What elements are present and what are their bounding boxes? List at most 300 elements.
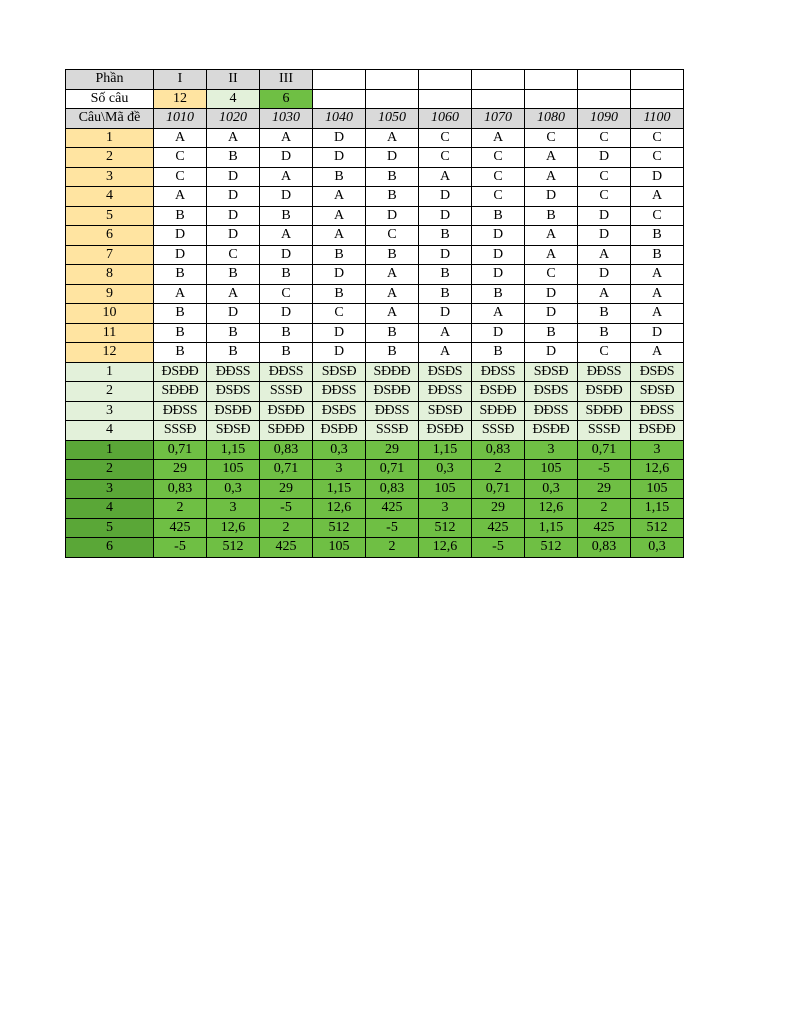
answer-cell: ĐSĐĐ (366, 382, 419, 402)
answer-cell: 12,6 (207, 518, 260, 538)
answer-cell: B (631, 245, 684, 265)
answer-cell: D (207, 206, 260, 226)
question-number: 8 (66, 265, 154, 285)
answer-cell: B (260, 323, 313, 343)
answer-cell: A (154, 284, 207, 304)
answer-cell: A (154, 187, 207, 207)
question-number: 4 (66, 499, 154, 519)
part-row (66, 70, 684, 90)
answer-cell: D (207, 187, 260, 207)
answer-cell: ĐSĐĐ (578, 382, 631, 402)
answer-cell: -5 (578, 460, 631, 480)
question-number: 9 (66, 284, 154, 304)
answer-cell: ĐSĐS (207, 382, 260, 402)
answer-cell: 0,3 (313, 440, 366, 460)
answer-cell: 512 (631, 518, 684, 538)
code-header: 1010 (154, 109, 207, 129)
answer-cell: -5 (154, 538, 207, 558)
answer-cell: A (419, 167, 472, 187)
part2-row (66, 401, 684, 421)
answer-cell: B (207, 148, 260, 168)
answer-cell: D (207, 226, 260, 246)
answer-cell: 425 (472, 518, 525, 538)
answer-cell: -5 (472, 538, 525, 558)
part2-row (66, 382, 684, 402)
question-number: 1 (66, 128, 154, 148)
empty-cell (525, 70, 578, 90)
answer-cell: 29 (366, 440, 419, 460)
answer-cell: 3 (207, 499, 260, 519)
answer-cell: D (260, 304, 313, 324)
empty-cell (525, 89, 578, 109)
part1-row (66, 206, 684, 226)
answer-cell: B (578, 323, 631, 343)
answer-cell: SĐĐĐ (154, 382, 207, 402)
answer-cell: D (472, 265, 525, 285)
empty-cell (313, 70, 366, 90)
answer-cell: 29 (472, 499, 525, 519)
answer-cell: D (525, 343, 578, 363)
answer-cell: ĐĐSS (154, 401, 207, 421)
answer-cell: 3 (419, 499, 472, 519)
part3-row (66, 479, 684, 499)
answer-cell: B (366, 323, 419, 343)
answer-cell: 0,71 (154, 440, 207, 460)
answer-cell: B (578, 304, 631, 324)
answer-cell: 425 (154, 518, 207, 538)
answer-cell: ĐĐSS (260, 362, 313, 382)
answer-cell: ĐSĐĐ (419, 421, 472, 441)
answer-cell: A (525, 245, 578, 265)
answer-cell: A (260, 226, 313, 246)
part-ii: II (207, 70, 260, 90)
part1-row (66, 304, 684, 324)
answer-cell: D (419, 304, 472, 324)
answer-cell: C (578, 343, 631, 363)
answer-cell: ĐSĐĐ (154, 362, 207, 382)
answer-cell: A (313, 226, 366, 246)
part1-row (66, 148, 684, 168)
answer-cell: 12,6 (419, 538, 472, 558)
answer-cell: B (313, 167, 366, 187)
answer-cell: SĐĐĐ (260, 421, 313, 441)
answer-cell: B (472, 206, 525, 226)
answer-cell: D (154, 226, 207, 246)
answer-cell: 512 (525, 538, 578, 558)
answer-cell: B (207, 343, 260, 363)
answer-cell: 0,3 (419, 460, 472, 480)
answer-cell: 425 (366, 499, 419, 519)
answer-cell: 0,83 (154, 479, 207, 499)
answer-cell: 0,3 (525, 479, 578, 499)
answer-cell: B (525, 206, 578, 226)
answer-cell: B (154, 304, 207, 324)
answer-cell: -5 (366, 518, 419, 538)
answer-cell: D (313, 323, 366, 343)
answer-cell: 512 (207, 538, 260, 558)
answer-cell: SĐSĐ (525, 362, 578, 382)
answer-cell: 105 (207, 460, 260, 480)
answer-cell: 29 (154, 460, 207, 480)
count-label: Số câu (66, 89, 154, 109)
answer-cell: D (472, 226, 525, 246)
answer-cell: A (419, 323, 472, 343)
answer-cell: ĐĐSS (366, 401, 419, 421)
answer-cell: ĐSĐĐ (631, 421, 684, 441)
answer-cell: SSSĐ (260, 382, 313, 402)
answer-cell: B (472, 343, 525, 363)
answer-cell: A (631, 304, 684, 324)
answer-cell: C (631, 206, 684, 226)
empty-cell (313, 89, 366, 109)
answer-cell: C (366, 226, 419, 246)
answer-cell: 0,83 (366, 479, 419, 499)
answer-cell: D (472, 245, 525, 265)
answer-cell: C (207, 245, 260, 265)
answer-cell: A (419, 343, 472, 363)
answer-cell: 2 (578, 499, 631, 519)
answer-cell: D (207, 304, 260, 324)
answer-cell: D (578, 226, 631, 246)
code-header-row (66, 109, 684, 129)
answer-cell: SSSĐ (366, 421, 419, 441)
answer-cell: 0,71 (366, 460, 419, 480)
answer-cell: SĐSĐ (419, 401, 472, 421)
answer-cell: B (472, 284, 525, 304)
answer-cell: C (472, 148, 525, 168)
answer-cell: B (154, 323, 207, 343)
answer-cell: D (578, 148, 631, 168)
answer-cell: 0,83 (472, 440, 525, 460)
answer-cell: A (313, 206, 366, 226)
answer-cell: ĐSĐĐ (525, 421, 578, 441)
answer-cell: 105 (525, 460, 578, 480)
answer-cell: C (525, 265, 578, 285)
question-number: 6 (66, 226, 154, 246)
part1-row (66, 343, 684, 363)
answer-cell: D (525, 304, 578, 324)
answer-cell: 425 (260, 538, 313, 558)
answer-cell: ĐSĐS (525, 382, 578, 402)
question-number: 11 (66, 323, 154, 343)
answer-cell: B (419, 226, 472, 246)
answer-cell: 29 (260, 479, 313, 499)
count-part-i: 12 (154, 89, 207, 109)
question-number: 10 (66, 304, 154, 324)
empty-cell (578, 89, 631, 109)
answer-cell: 0,3 (207, 479, 260, 499)
answer-cell: B (366, 187, 419, 207)
answer-cell: A (525, 226, 578, 246)
answer-cell: A (366, 265, 419, 285)
empty-cell (419, 89, 472, 109)
part3-row (66, 460, 684, 480)
answer-cell: 0,83 (260, 440, 313, 460)
empty-cell (578, 70, 631, 90)
code-header: 1060 (419, 109, 472, 129)
answer-cell: ĐĐSS (472, 362, 525, 382)
question-code-label: Câu\Mã đề (66, 109, 154, 129)
empty-cell (366, 70, 419, 90)
answer-cell: ĐĐSS (631, 401, 684, 421)
answer-cell: 2 (260, 518, 313, 538)
answer-cell: D (631, 167, 684, 187)
answer-cell: 3 (631, 440, 684, 460)
answer-cell: SĐSĐ (631, 382, 684, 402)
answer-cell: B (260, 265, 313, 285)
answer-cell: B (207, 323, 260, 343)
empty-cell (631, 70, 684, 90)
answer-cell: A (631, 187, 684, 207)
answer-cell: A (154, 128, 207, 148)
part1-row (66, 226, 684, 246)
code-header: 1030 (260, 109, 313, 129)
part1-row (66, 245, 684, 265)
answer-cell: D (313, 265, 366, 285)
answer-cell: C (578, 167, 631, 187)
answer-cell: A (207, 128, 260, 148)
answer-cell: SSSĐ (154, 421, 207, 441)
part2-row (66, 362, 684, 382)
count-part-ii: 4 (207, 89, 260, 109)
answer-cell: C (419, 148, 472, 168)
answer-cell: ĐSĐS (313, 401, 366, 421)
question-number: 5 (66, 518, 154, 538)
answer-cell: D (578, 206, 631, 226)
answer-cell: D (313, 128, 366, 148)
code-header: 1050 (366, 109, 419, 129)
answer-cell: C (472, 167, 525, 187)
answer-cell: 1,15 (419, 440, 472, 460)
question-number: 5 (66, 206, 154, 226)
part2-row (66, 421, 684, 441)
code-header: 1020 (207, 109, 260, 129)
answer-cell: A (472, 304, 525, 324)
answer-cell: B (313, 245, 366, 265)
answer-cell: D (260, 187, 313, 207)
answer-cell: C (260, 284, 313, 304)
count-part-iii: 6 (260, 89, 313, 109)
answer-cell: C (154, 167, 207, 187)
empty-cell (631, 89, 684, 109)
question-number: 3 (66, 401, 154, 421)
answer-key-table (65, 69, 684, 558)
answer-cell: 512 (419, 518, 472, 538)
answer-cell: D (154, 245, 207, 265)
answer-cell: 2 (472, 460, 525, 480)
question-number: 1 (66, 440, 154, 460)
answer-cell: 3 (313, 460, 366, 480)
answer-cell: A (207, 284, 260, 304)
code-header: 1070 (472, 109, 525, 129)
answer-cell: 12,6 (313, 499, 366, 519)
answer-cell: 12,6 (525, 499, 578, 519)
answer-cell: C (525, 128, 578, 148)
answer-cell: D (366, 148, 419, 168)
answer-cell: A (260, 167, 313, 187)
answer-cell: A (366, 304, 419, 324)
answer-cell: 12,6 (631, 460, 684, 480)
answer-cell: B (207, 265, 260, 285)
answer-cell: A (525, 167, 578, 187)
answer-cell: D (207, 167, 260, 187)
part-label: Phần (66, 70, 154, 90)
answer-cell: A (578, 245, 631, 265)
answer-cell: C (631, 128, 684, 148)
part1-row (66, 167, 684, 187)
code-header: 1090 (578, 109, 631, 129)
answer-cell: 2 (366, 538, 419, 558)
answer-cell: A (366, 128, 419, 148)
question-number: 7 (66, 245, 154, 265)
answer-cell: B (313, 284, 366, 304)
answer-cell: C (313, 304, 366, 324)
code-header: 1080 (525, 109, 578, 129)
answer-cell: B (366, 245, 419, 265)
part1-row (66, 323, 684, 343)
answer-cell: D (578, 265, 631, 285)
answer-cell: 425 (578, 518, 631, 538)
answer-cell: ĐSĐS (419, 362, 472, 382)
empty-cell (366, 89, 419, 109)
answer-cell: B (631, 226, 684, 246)
answer-cell: ĐĐSS (419, 382, 472, 402)
answer-cell: D (525, 284, 578, 304)
code-header: 1100 (631, 109, 684, 129)
answer-cell: C (631, 148, 684, 168)
question-number: 6 (66, 538, 154, 558)
part-iii: III (260, 70, 313, 90)
part1-row (66, 265, 684, 285)
answer-cell: A (578, 284, 631, 304)
answer-cell: B (366, 343, 419, 363)
answer-cell: A (472, 128, 525, 148)
answer-cell: A (313, 187, 366, 207)
answer-cell: D (419, 187, 472, 207)
answer-cell: 1,15 (207, 440, 260, 460)
question-number: 3 (66, 167, 154, 187)
answer-cell: C (578, 187, 631, 207)
answer-cell: B (260, 343, 313, 363)
answer-cell: D (472, 323, 525, 343)
answer-cell: D (525, 187, 578, 207)
question-number: 12 (66, 343, 154, 363)
answer-cell: D (366, 206, 419, 226)
part1-row (66, 284, 684, 304)
answer-cell: 105 (313, 538, 366, 558)
answer-cell: D (313, 343, 366, 363)
answer-cell: B (366, 167, 419, 187)
answer-cell: A (631, 265, 684, 285)
answer-cell: SĐĐĐ (472, 401, 525, 421)
part3-row (66, 538, 684, 558)
empty-cell (419, 70, 472, 90)
question-number: 1 (66, 362, 154, 382)
answer-cell: D (260, 148, 313, 168)
answer-cell: C (472, 187, 525, 207)
answer-cell: SĐSĐ (207, 421, 260, 441)
answer-cell: SĐĐĐ (366, 362, 419, 382)
answer-cell: A (366, 284, 419, 304)
answer-cell: A (260, 128, 313, 148)
answer-cell: B (525, 323, 578, 343)
answer-cell: A (631, 343, 684, 363)
part3-row (66, 499, 684, 519)
answer-cell: A (631, 284, 684, 304)
answer-cell: 2 (154, 499, 207, 519)
answer-cell: B (419, 284, 472, 304)
answer-cell: D (631, 323, 684, 343)
answer-cell: D (419, 206, 472, 226)
answer-cell: SSSĐ (578, 421, 631, 441)
answer-cell: 0,71 (472, 479, 525, 499)
empty-cell (472, 89, 525, 109)
answer-cell: 0,71 (578, 440, 631, 460)
answer-cell: C (578, 128, 631, 148)
part1-row (66, 187, 684, 207)
answer-cell: 1,15 (313, 479, 366, 499)
answer-cell: -5 (260, 499, 313, 519)
answer-cell: 105 (631, 479, 684, 499)
answer-cell: 3 (525, 440, 578, 460)
answer-cell: 0,3 (631, 538, 684, 558)
question-number: 4 (66, 421, 154, 441)
answer-cell: ĐĐSS (207, 362, 260, 382)
question-number: 2 (66, 460, 154, 480)
answer-cell: B (260, 206, 313, 226)
answer-cell: ĐSĐĐ (472, 382, 525, 402)
answer-cell: SSSĐ (472, 421, 525, 441)
part1-row (66, 128, 684, 148)
part-i: I (154, 70, 207, 90)
answer-cell: SĐSĐ (313, 362, 366, 382)
answer-cell: 512 (313, 518, 366, 538)
answer-cell: C (419, 128, 472, 148)
question-number: 2 (66, 382, 154, 402)
answer-cell: D (260, 245, 313, 265)
answer-cell: SĐĐĐ (578, 401, 631, 421)
answer-cell: 0,71 (260, 460, 313, 480)
answer-cell: D (313, 148, 366, 168)
answer-cell: ĐSĐS (631, 362, 684, 382)
answer-cell: 1,15 (525, 518, 578, 538)
answer-cell: B (154, 206, 207, 226)
answer-cell: A (525, 148, 578, 168)
answer-cell: 29 (578, 479, 631, 499)
answer-cell: B (419, 265, 472, 285)
answer-cell: ĐĐSS (313, 382, 366, 402)
answer-cell: B (154, 265, 207, 285)
question-number: 3 (66, 479, 154, 499)
answer-cell: 0,83 (578, 538, 631, 558)
part3-row (66, 440, 684, 460)
answer-cell: ĐSĐĐ (207, 401, 260, 421)
answer-cell: ĐSĐĐ (260, 401, 313, 421)
answer-cell: C (154, 148, 207, 168)
answer-cell: ĐĐSS (525, 401, 578, 421)
part3-row (66, 518, 684, 538)
answer-cell: 1,15 (631, 499, 684, 519)
empty-cell (472, 70, 525, 90)
question-number: 2 (66, 148, 154, 168)
answer-cell: 105 (419, 479, 472, 499)
answer-cell: B (154, 343, 207, 363)
answer-cell: ĐĐSS (578, 362, 631, 382)
count-row (66, 89, 684, 109)
question-number: 4 (66, 187, 154, 207)
answer-cell: D (419, 245, 472, 265)
answer-cell: ĐSĐĐ (313, 421, 366, 441)
